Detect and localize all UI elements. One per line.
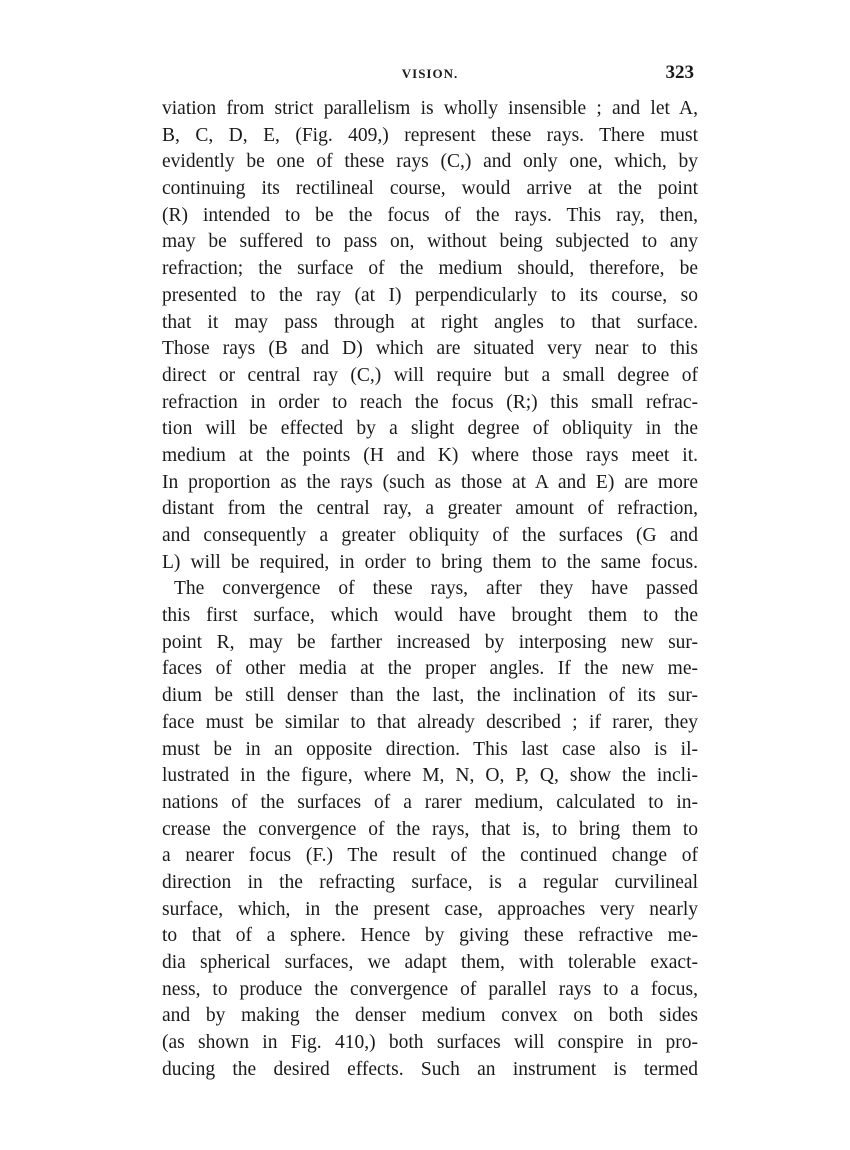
text-line: face must be similar to that already described ; if rarer, they: [162, 711, 698, 733]
text-line: this first surface, which would have brought them to the: [162, 605, 698, 627]
text-line: dia spherical surfaces, we adapt them, with tolerable exact-: [162, 952, 698, 973]
text-line: dium be still denser than the last, the inclination of its sur-: [162, 685, 698, 707]
text-line: a nearer focus (F.) The result of the continued change of: [162, 845, 698, 867]
text-line: Those rays (B and D) which are situated very near to this: [162, 338, 698, 360]
text-line: evidently be one of these rays (C,) and only one, which, by: [162, 151, 698, 173]
paragraph-start-line: The convergence of these rays, after they have passed: [174, 578, 698, 600]
text-line: point R, may be farther increased by interposing new sur-: [162, 631, 698, 653]
text-line: and by making the denser medium convex on both sides: [162, 1005, 698, 1027]
text-line: presented to the ray (at I) perpendicularly to its course, so: [162, 284, 698, 306]
text-line: must be in an opposite direction. This last case also is il-: [162, 738, 698, 760]
text-line: In proportion as the rays (such as those at A and E) are more: [162, 471, 698, 493]
text-line: faces of other media at the proper angles. If the new me-: [162, 658, 698, 680]
text-line: (R) intended to be the focus of the rays. This ray, then,: [162, 204, 698, 226]
text-line: that it may pass through at right angles to that surface.: [162, 311, 698, 333]
text-line: viation from strict parallelism is wholly insensible ; and let A,: [162, 98, 698, 119]
text-line: to that of a sphere. Hence by giving these refractive me-: [162, 925, 698, 947]
text-line: nations of the surfaces of a rarer medium, calculated to in-: [162, 791, 698, 813]
text-line: (as shown in Fig. 410,) both surfaces will conspire in pro-: [162, 1032, 698, 1054]
text-line: lustrated in the figure, where M, N, O, P, Q, show the incli-: [162, 765, 698, 787]
text-line: ness, to produce the convergence of parallel rays to a focus,: [162, 978, 698, 1000]
text-line: crease the convergence of the rays, that is, to bring them to: [162, 818, 698, 840]
running-title: VISION.: [401, 66, 459, 81]
text-line: refraction; the surface of the medium should, therefore, be: [162, 258, 698, 280]
text-line: tion will be effected by a slight degree of obliquity in the: [162, 418, 698, 440]
text-line: refraction in order to reach the focus (R;) this small refrac-: [162, 391, 698, 413]
text-line: ducing the desired effects. Such an instrument is termed: [162, 1058, 698, 1080]
body-text: [162, 96, 698, 1083]
text-line: may be suffered to pass on, without being subjected to any: [162, 231, 698, 253]
running-head: [160, 62, 700, 86]
text-line: L) will be required, in order to bring them to the same focus.: [162, 551, 698, 573]
text-line: distant from the central ray, a greater amount of refraction,: [162, 498, 698, 520]
text-line: medium at the points (H and K) where those rays meet it.: [162, 444, 698, 466]
page-number: 323: [665, 62, 694, 83]
text-line: direct or central ray (C,) will require but a small degree of: [162, 364, 698, 386]
text-line: surface, which, in the present case, approaches very nearly: [162, 898, 698, 920]
text-line: B, C, D, E, (Fig. 409,) represent these rays. There must: [162, 124, 698, 146]
text-line: direction in the refracting surface, is a regular curvilineal: [162, 871, 698, 893]
text-line: continuing its rectilineal course, would arrive at the point: [162, 178, 698, 200]
text-line: and consequently a greater obliquity of the surfaces (G and: [162, 525, 698, 546]
